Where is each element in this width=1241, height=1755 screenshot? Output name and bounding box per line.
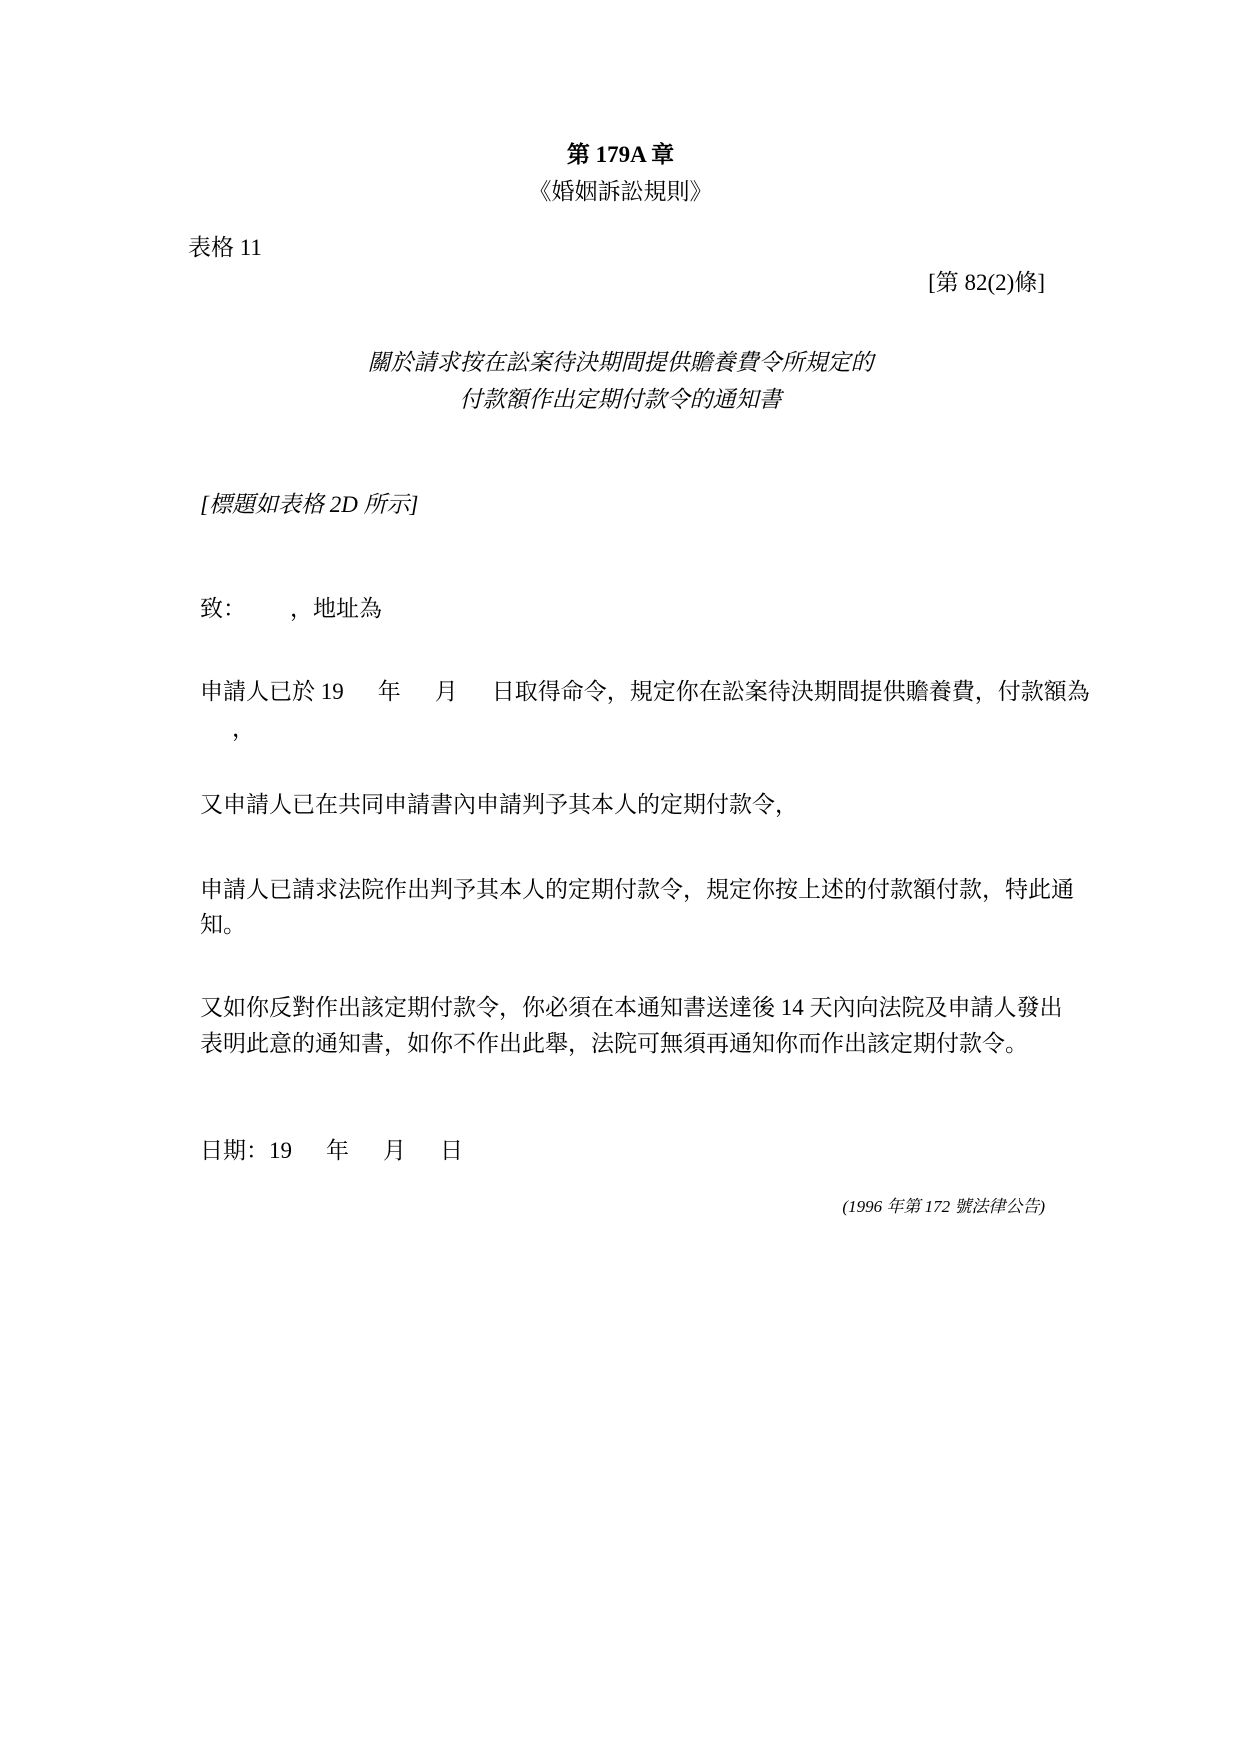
paragraph-1-line-2: ， (232, 716, 255, 741)
date-year: 年 (326, 1138, 349, 1163)
date-label: 日期：19 (200, 1138, 292, 1163)
addressee-line (200, 594, 382, 624)
paragraph-4-line-2: 表明此意的通知書，如你不作出此舉，法院可無須再通知你而作出該定期付款令。 (200, 1031, 1028, 1056)
form-title-line-1: 關於請求按在訟案待決期間提供贍養費令所規定的 (367, 350, 874, 375)
heading-note: [標題如表格 2D 所示] (200, 492, 419, 517)
ordinance-title: 《婚姻訴訟規則》 (528, 179, 713, 204)
para1-end: 日取得命令，規定你在訟案待決期間提供贍養費，付款額為 (491, 679, 1090, 704)
para1-month: 月 (434, 679, 458, 704)
date-day: 日 (440, 1138, 463, 1163)
paragraph-1-line-1 (200, 677, 1090, 707)
to-label: 致： (200, 596, 246, 621)
paragraph-2: 又申請人已在共同申請書內申請判予其本人的定期付款令， (200, 792, 798, 817)
para1-start: 申請人已於 19 (200, 679, 344, 704)
paragraph-3-line-2: 知。 (200, 912, 246, 937)
citation-note: (1996 年第 172 號法律公告) (842, 1197, 1045, 1216)
paragraph-4-line-1: 又如你反對作出該定期付款令，你必須在本通知書送達後 14 天內向法院及申請人發出 (200, 995, 1063, 1020)
para1-year: 年 (377, 679, 401, 704)
paragraph-3-line-1: 申請人已請求法院作出判予其本人的定期付款令，規定你按上述的付款額付款，特此通 (200, 877, 1074, 902)
to-address: ，地址為 (290, 596, 382, 621)
date-line (200, 1136, 463, 1166)
chapter-heading: 第 179A 章 (566, 142, 675, 167)
form-title-line-2: 付款額作出定期付款令的通知書 (459, 387, 782, 412)
form-number: 表格 11 (188, 235, 262, 260)
date-month: 月 (383, 1138, 406, 1163)
section-reference: [第 82(2)條] (928, 270, 1045, 295)
